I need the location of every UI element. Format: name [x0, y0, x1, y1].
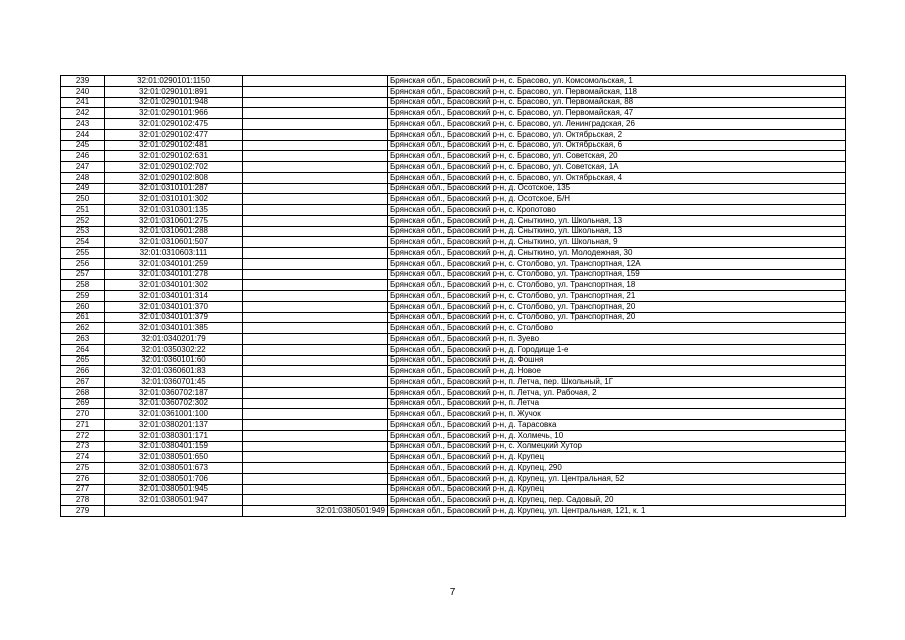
address-cell: Брянская обл., Брасовский р-н, п. Зуево — [388, 334, 846, 345]
cadastral-number-alt-cell — [243, 97, 388, 108]
table-row — [61, 409, 846, 420]
cadastral-number-cell: 32:01:0310101:287 — [105, 183, 243, 194]
address-cell: Брянская обл., Брасовский р-н, с. Холмецкий Хутор — [388, 441, 846, 452]
table-row — [61, 420, 846, 431]
row-number-cell: 266 — [61, 366, 105, 377]
address-cell: Брянская обл., Брасовский р-н, д. Сныткино, ул. Школьная, 13 — [388, 215, 846, 226]
row-number-cell: 241 — [61, 97, 105, 108]
cadastral-number-cell: 32:01:0310101:302 — [105, 194, 243, 205]
row-number-cell: 255 — [61, 248, 105, 259]
address-cell: Брянская обл., Брасовский р-н, с. Столбово, ул. Транспортная, 159 — [388, 269, 846, 280]
table-row — [61, 312, 846, 323]
address-cell: Брянская обл., Брасовский р-н, д. Городище 1-е — [388, 344, 846, 355]
row-number-cell: 246 — [61, 151, 105, 162]
cadastral-number-cell: 32:01:0380501:945 — [105, 484, 243, 495]
address-cell: Брянская обл., Брасовский р-н, с. Столбово, ул. Транспортная, 12А — [388, 258, 846, 269]
address-cell: Брянская обл., Брасовский р-н, с. Столбово, ул. Транспортная, 18 — [388, 280, 846, 291]
cadastral-number-alt-cell — [243, 162, 388, 173]
address-cell: Брянская обл., Брасовский р-н, с. Брасово, ул. Ленинградская, 26 — [388, 119, 846, 130]
records-table — [60, 75, 846, 517]
page-number: 7 — [449, 587, 456, 598]
cadastral-number-alt-cell — [243, 430, 388, 441]
cadastral-number-alt-cell — [243, 334, 388, 345]
table-row — [61, 366, 846, 377]
row-number-cell: 250 — [61, 194, 105, 205]
table-row — [61, 377, 846, 388]
cadastral-number-alt-cell — [243, 248, 388, 259]
cadastral-number-alt-cell — [243, 151, 388, 162]
cadastral-number-cell: 32:01:0340101:314 — [105, 291, 243, 302]
row-number-cell: 251 — [61, 205, 105, 216]
cadastral-number-alt-cell — [243, 172, 388, 183]
cadastral-number-alt-cell — [243, 237, 388, 248]
address-cell: Брянская обл., Брасовский р-н, д. Холмечь, 10 — [388, 430, 846, 441]
cadastral-number-alt-cell — [243, 301, 388, 312]
row-number-cell: 272 — [61, 430, 105, 441]
row-number-cell: 259 — [61, 291, 105, 302]
cadastral-number-cell: 32:01:0290102:481 — [105, 140, 243, 151]
cadastral-number-cell: 32:01:0340101:259 — [105, 258, 243, 269]
cadastral-number-alt-cell — [243, 183, 388, 194]
address-cell: Брянская обл., Брасовский р-н, д. Новое — [388, 366, 846, 377]
cadastral-number-cell: 32:01:0380301:171 — [105, 430, 243, 441]
address-cell: Брянская обл., Брасовский р-н, с. Брасово, ул. Октябрьская, 6 — [388, 140, 846, 151]
cadastral-number-cell: 32:01:0290101:948 — [105, 97, 243, 108]
table-row — [61, 162, 846, 173]
table-row — [61, 215, 846, 226]
address-cell: Брянская обл., Брасовский р-н, с. Брасово, ул. Советская, 20 — [388, 151, 846, 162]
cadastral-number-alt-cell — [243, 495, 388, 506]
address-cell: Брянская обл., Брасовский р-н, с. Столбово, ул. Транспортная, 20 — [388, 301, 846, 312]
cadastral-number-alt-cell — [243, 366, 388, 377]
address-cell: Брянская обл., Брасовский р-н, с. Брасово, ул. Октябрьская, 4 — [388, 172, 846, 183]
cadastral-number-alt-cell — [243, 205, 388, 216]
cadastral-number-cell: 32:01:0340101:370 — [105, 301, 243, 312]
cadastral-number-alt-cell — [243, 441, 388, 452]
table-row — [61, 334, 846, 345]
cadastral-number-cell: 32:01:0290102:808 — [105, 172, 243, 183]
address-cell: Брянская обл., Брасовский р-н, д. Тарасовка — [388, 420, 846, 431]
table-row — [61, 506, 846, 517]
row-number-cell: 253 — [61, 226, 105, 237]
cadastral-number-cell: 32:01:0380501:947 — [105, 495, 243, 506]
address-cell: Брянская обл., Брасовский р-н, д. Осотское, 135 — [388, 183, 846, 194]
row-number-cell: 239 — [61, 76, 105, 87]
cadastral-number-alt-cell — [243, 463, 388, 474]
cadastral-number-cell: 32:01:0360101:60 — [105, 355, 243, 366]
cadastral-number-cell: 32:01:0360702:302 — [105, 398, 243, 409]
row-number-cell: 247 — [61, 162, 105, 173]
cadastral-number-cell: 32:01:0310601:507 — [105, 237, 243, 248]
row-number-cell: 271 — [61, 420, 105, 431]
row-number-cell: 252 — [61, 215, 105, 226]
row-number-cell: 274 — [61, 452, 105, 463]
table-row — [61, 323, 846, 334]
row-number-cell: 240 — [61, 86, 105, 97]
address-cell: Брянская обл., Брасовский р-н, д. Фошня — [388, 355, 846, 366]
cadastral-number-cell: 32:01:0350302:22 — [105, 344, 243, 355]
table-row — [61, 484, 846, 495]
table-row — [61, 183, 846, 194]
cadastral-number-alt-cell — [243, 312, 388, 323]
table-row — [61, 441, 846, 452]
table-row — [61, 301, 846, 312]
cadastral-number-cell: 32:01:0340101:379 — [105, 312, 243, 323]
cadastral-number-alt-cell — [243, 119, 388, 130]
cadastral-number-alt-cell — [243, 226, 388, 237]
row-number-cell: 270 — [61, 409, 105, 420]
address-cell: Брянская обл., Брасовский р-н, с. Брасово, ул. Советская, 1А — [388, 162, 846, 173]
address-cell: Брянская обл., Брасовский р-н, д. Сныткино, ул. Школьная, 9 — [388, 237, 846, 248]
row-number-cell: 267 — [61, 377, 105, 388]
cadastral-number-alt-cell — [243, 76, 388, 87]
address-cell: Брянская обл., Брасовский р-н, с. Кропотово — [388, 205, 846, 216]
cadastral-number-alt-cell — [243, 140, 388, 151]
table-row — [61, 430, 846, 441]
row-number-cell: 256 — [61, 258, 105, 269]
address-cell: Брянская обл., Брасовский р-н, д. Крупец, 290 — [388, 463, 846, 474]
table-row — [61, 237, 846, 248]
row-number-cell: 269 — [61, 398, 105, 409]
table-row — [61, 226, 846, 237]
row-number-cell: 264 — [61, 344, 105, 355]
cadastral-number-cell: 32:01:0380401:159 — [105, 441, 243, 452]
cadastral-number-alt-cell — [243, 409, 388, 420]
cadastral-number-cell: 32:01:0340101:302 — [105, 280, 243, 291]
row-number-cell: 273 — [61, 441, 105, 452]
cadastral-number-alt-cell — [243, 291, 388, 302]
table-row — [61, 205, 846, 216]
cadastral-number-cell: 32:01:0340101:385 — [105, 323, 243, 334]
cadastral-number-alt-cell — [243, 344, 388, 355]
address-cell: Брянская обл., Брасовский р-н, с. Брасово, ул. Первомайская, 47 — [388, 108, 846, 119]
table-row — [61, 172, 846, 183]
cadastral-number-alt-cell — [243, 129, 388, 140]
row-number-cell: 248 — [61, 172, 105, 183]
table-row — [61, 129, 846, 140]
records-table-body — [61, 76, 846, 517]
cadastral-number-alt-cell — [243, 377, 388, 388]
table-row — [61, 452, 846, 463]
cadastral-number-cell: 32:01:0310601:275 — [105, 215, 243, 226]
table-row — [61, 344, 846, 355]
cadastral-number-cell: 32:01:0380201:137 — [105, 420, 243, 431]
address-cell: Брянская обл., Брасовский р-н, п. Летча — [388, 398, 846, 409]
table-row — [61, 398, 846, 409]
table-row — [61, 387, 846, 398]
cadastral-number-alt-cell — [243, 355, 388, 366]
row-number-cell: 277 — [61, 484, 105, 495]
address-cell: Брянская обл., Брасовский р-н, д. Крупец, ул. Центральная, 121, к. 1 — [388, 506, 846, 517]
cadastral-number-alt-cell — [243, 194, 388, 205]
address-cell: Брянская обл., Брасовский р-н, д. Крупец, ул. Центральная, 52 — [388, 473, 846, 484]
address-cell: Брянская обл., Брасовский р-н, с. Столбово, ул. Транспортная, 20 — [388, 312, 846, 323]
row-number-cell: 275 — [61, 463, 105, 474]
row-number-cell: 257 — [61, 269, 105, 280]
table-row — [61, 355, 846, 366]
address-cell: Брянская обл., Брасовский р-н, д. Сныткино, ул. Молодежная, 30 — [388, 248, 846, 259]
table-row — [61, 269, 846, 280]
row-number-cell: 258 — [61, 280, 105, 291]
cadastral-number-alt-cell: 32:01:0380501:949 — [243, 506, 388, 517]
address-cell: Брянская обл., Брасовский р-н, с. Брасово, ул. Октябрьская, 2 — [388, 129, 846, 140]
cadastral-number-alt-cell — [243, 398, 388, 409]
row-number-cell: 242 — [61, 108, 105, 119]
table-row — [61, 119, 846, 130]
cadastral-number-alt-cell — [243, 280, 388, 291]
table-row — [61, 194, 846, 205]
cadastral-number-cell: 32:01:0380501:650 — [105, 452, 243, 463]
cadastral-number-cell: 32:01:0310603:111 — [105, 248, 243, 259]
address-cell: Брянская обл., Брасовский р-н, с. Брасово, ул. Комсомольская, 1 — [388, 76, 846, 87]
address-cell: Брянская обл., Брасовский р-н, д. Крупец — [388, 452, 846, 463]
address-cell: Брянская обл., Брасовский р-н, с. Столбово, ул. Транспортная, 21 — [388, 291, 846, 302]
address-cell: Брянская обл., Брасовский р-н, п. Летча, ул. Рабочая, 2 — [388, 387, 846, 398]
cadastral-number-cell: 32:01:0340201:79 — [105, 334, 243, 345]
row-number-cell: 278 — [61, 495, 105, 506]
row-number-cell: 243 — [61, 119, 105, 130]
row-number-cell: 265 — [61, 355, 105, 366]
cadastral-number-cell: 32:01:0290101:966 — [105, 108, 243, 119]
row-number-cell: 279 — [61, 506, 105, 517]
table-row — [61, 248, 846, 259]
table-row — [61, 76, 846, 87]
row-number-cell: 260 — [61, 301, 105, 312]
table-row — [61, 86, 846, 97]
row-number-cell: 262 — [61, 323, 105, 334]
cadastral-number-alt-cell — [243, 452, 388, 463]
table-row — [61, 463, 846, 474]
cadastral-number-alt-cell — [243, 269, 388, 280]
address-cell: Брянская обл., Брасовский р-н, д. Сныткино, ул. Школьная, 13 — [388, 226, 846, 237]
address-cell: Брянская обл., Брасовский р-н, д. Крупец, пер. Садовый, 20 — [388, 495, 846, 506]
row-number-cell: 245 — [61, 140, 105, 151]
table-row — [61, 97, 846, 108]
cadastral-number-alt-cell — [243, 387, 388, 398]
cadastral-number-alt-cell — [243, 420, 388, 431]
address-cell: Брянская обл., Брасовский р-н, с. Брасово, ул. Первомайская, 88 — [388, 97, 846, 108]
table-row — [61, 258, 846, 269]
table-row — [61, 495, 846, 506]
address-cell: Брянская обл., Брасовский р-н, с. Брасово, ул. Первомайская, 118 — [388, 86, 846, 97]
cadastral-number-cell: 32:01:0380501:706 — [105, 473, 243, 484]
table-row — [61, 291, 846, 302]
cadastral-number-alt-cell — [243, 215, 388, 226]
cadastral-number-cell — [105, 506, 243, 517]
cadastral-number-cell: 32:01:0290102:475 — [105, 119, 243, 130]
cadastral-number-cell: 32:01:0361001:100 — [105, 409, 243, 420]
cadastral-number-cell: 32:01:0290101:891 — [105, 86, 243, 97]
cadastral-number-cell: 32:01:0360601:83 — [105, 366, 243, 377]
row-number-cell: 249 — [61, 183, 105, 194]
address-cell: Брянская обл., Брасовский р-н, с. Столбово — [388, 323, 846, 334]
cadastral-number-alt-cell — [243, 86, 388, 97]
cadastral-number-cell: 32:01:0290101:1150 — [105, 76, 243, 87]
cadastral-number-cell: 32:01:0290102:477 — [105, 129, 243, 140]
cadastral-number-cell: 32:01:0290102:702 — [105, 162, 243, 173]
cadastral-number-alt-cell — [243, 484, 388, 495]
cadastral-number-alt-cell — [243, 108, 388, 119]
address-cell: Брянская обл., Брасовский р-н, п. Летча, пер. Школьный, 1Г — [388, 377, 846, 388]
address-cell: Брянская обл., Брасовский р-н, д. Крупец — [388, 484, 846, 495]
table-row — [61, 140, 846, 151]
cadastral-number-alt-cell — [243, 323, 388, 334]
cadastral-number-alt-cell — [243, 473, 388, 484]
row-number-cell: 263 — [61, 334, 105, 345]
cadastral-number-cell: 32:01:0360701:45 — [105, 377, 243, 388]
cadastral-number-cell: 32:01:0290102:631 — [105, 151, 243, 162]
address-cell: Брянская обл., Брасовский р-н, д. Осотское, Б/Н — [388, 194, 846, 205]
cadastral-number-alt-cell — [243, 258, 388, 269]
row-number-cell: 276 — [61, 473, 105, 484]
row-number-cell: 254 — [61, 237, 105, 248]
row-number-cell: 268 — [61, 387, 105, 398]
address-cell: Брянская обл., Брасовский р-н, п. Жучок — [388, 409, 846, 420]
cadastral-number-cell: 32:01:0310601:288 — [105, 226, 243, 237]
cadastral-number-cell: 32:01:0380501:673 — [105, 463, 243, 474]
cadastral-number-cell: 32:01:0340101:278 — [105, 269, 243, 280]
table-row — [61, 280, 846, 291]
cadastral-number-cell: 32:01:0310301:135 — [105, 205, 243, 216]
table-row — [61, 108, 846, 119]
row-number-cell: 261 — [61, 312, 105, 323]
table-row — [61, 151, 846, 162]
table-row — [61, 473, 846, 484]
row-number-cell: 244 — [61, 129, 105, 140]
cadastral-number-cell: 32:01:0360702:187 — [105, 387, 243, 398]
